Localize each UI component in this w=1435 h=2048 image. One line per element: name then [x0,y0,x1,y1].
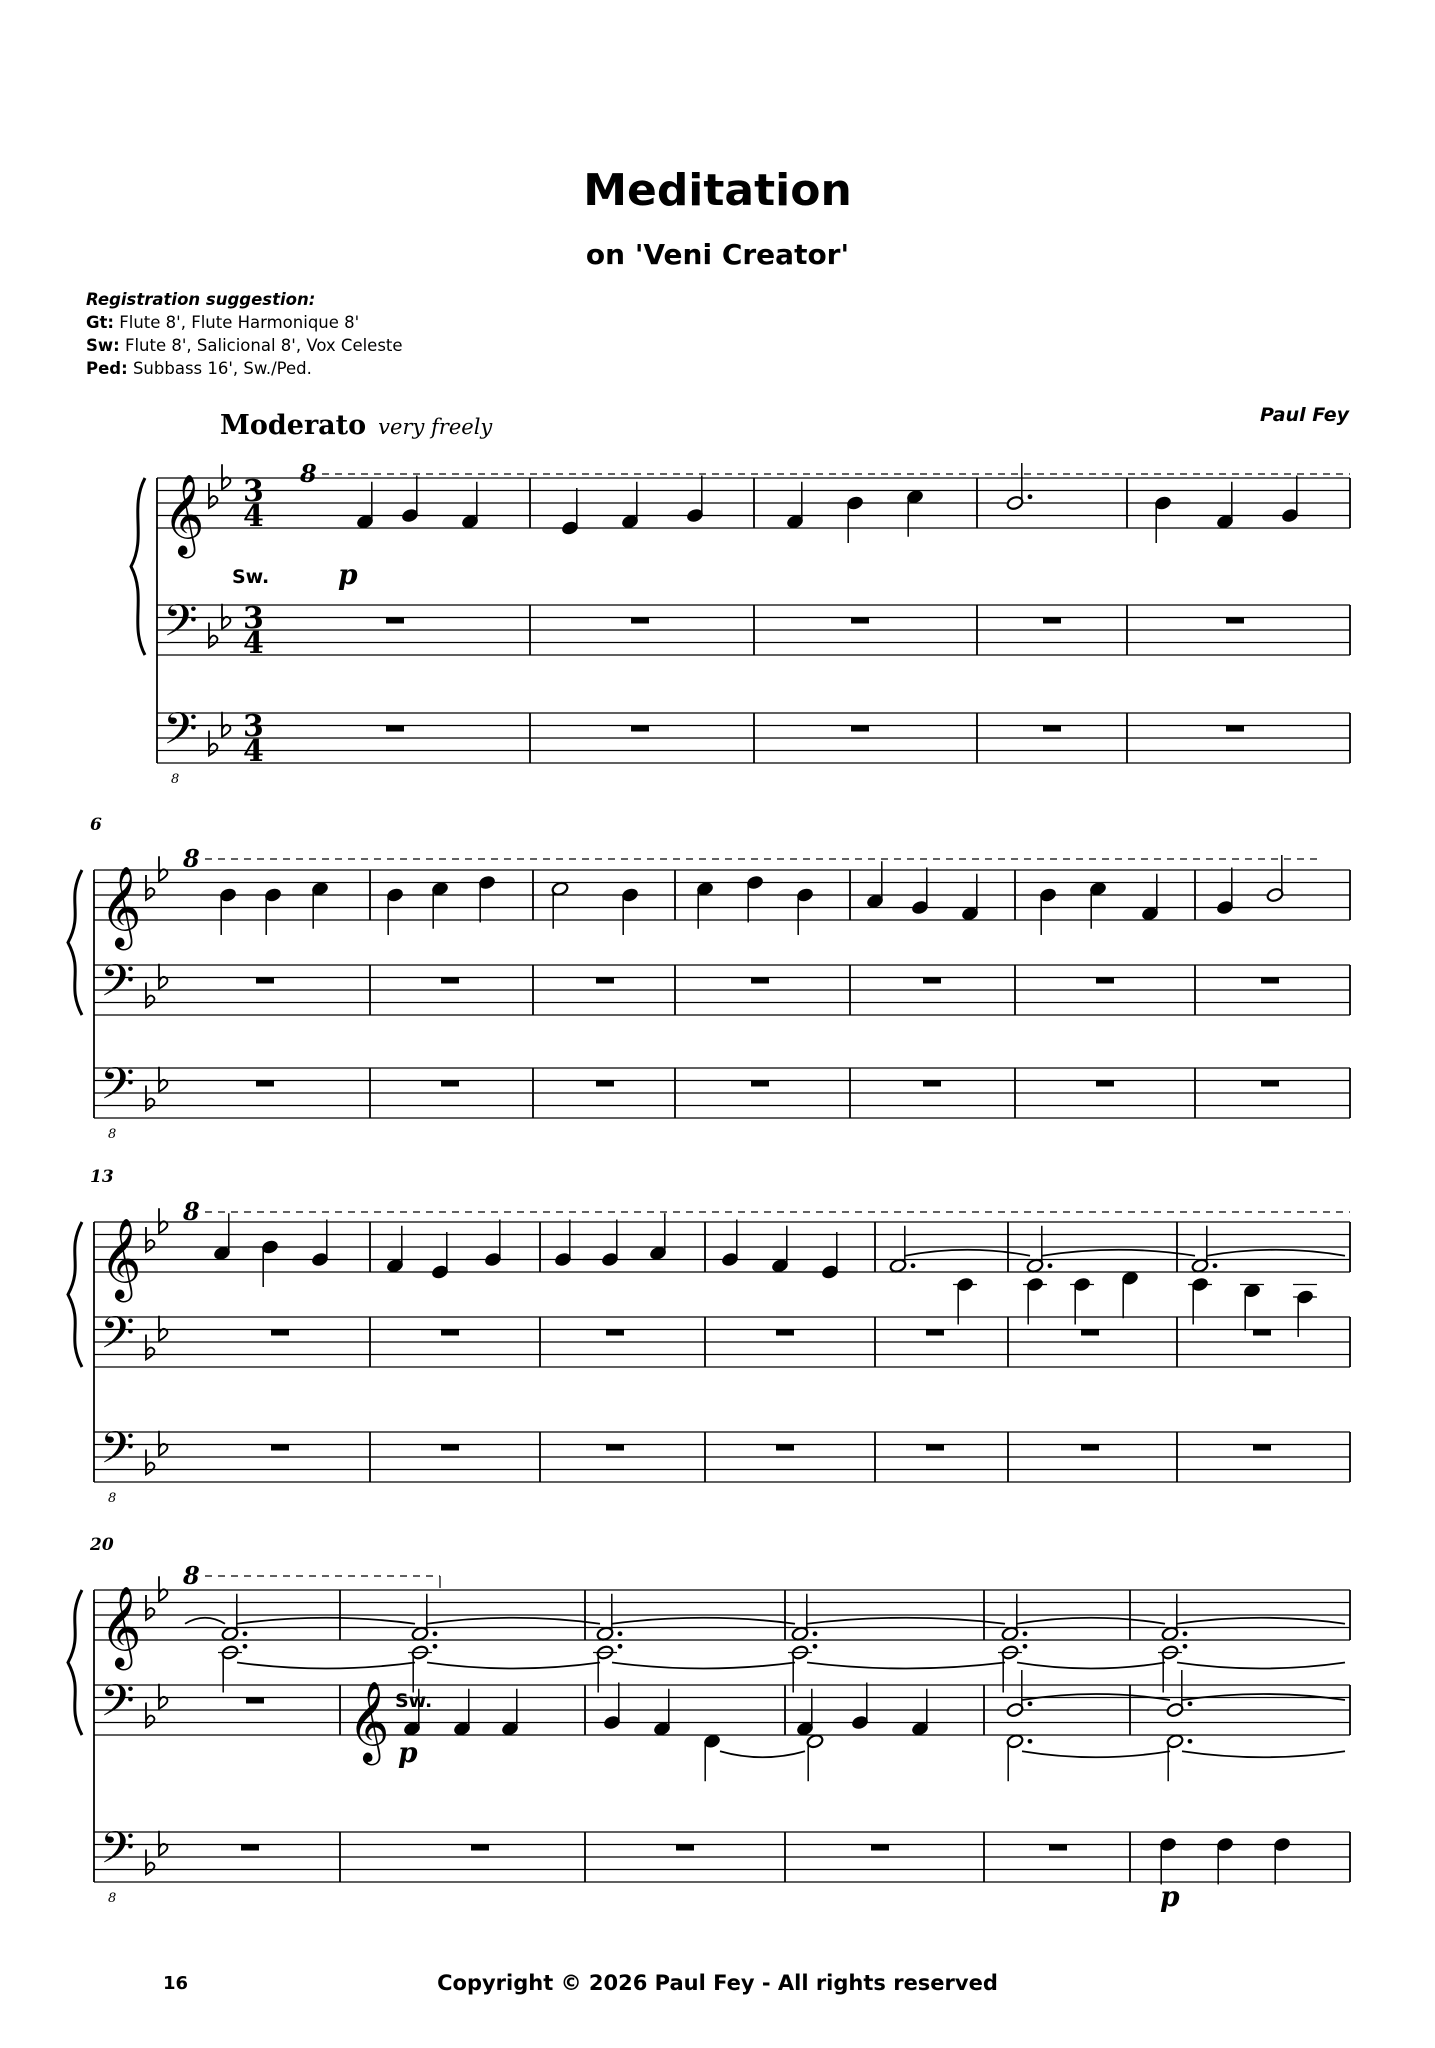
flat-sign [146,1703,154,1728]
tie [1017,1663,1165,1669]
whole-rest [751,1081,769,1087]
time-signature-top: 3 [243,474,264,509]
whole-rest [851,726,869,732]
quarter-note [746,875,764,923]
tie [427,1663,600,1669]
whole-rest [923,1081,941,1087]
registration-text: Flute 8', Flute Harmonique 8' [114,313,360,332]
quarter-note [851,1683,869,1731]
tie [807,1663,1005,1669]
quarter-note [686,476,704,524]
flat-sign [159,1684,167,1709]
quarter-note [911,1689,929,1737]
whole-rest [1043,726,1061,732]
tie [905,1250,1030,1256]
whole-rest [1096,1081,1114,1087]
flat-sign [146,1086,154,1111]
registration-text: Subbass 16', Sw./Ped. [127,359,312,378]
dynamic-piano: p [398,1736,418,1769]
quarter-note [603,1683,621,1731]
whole-rest [1261,1081,1279,1087]
flat-sign [146,1227,154,1252]
registration-text: Flute 8', Salicional 8', Vox Celeste [119,336,403,355]
quarter-note [771,1226,789,1274]
flat-sign [146,875,154,900]
augmentation-dot [1028,494,1033,499]
flat-sign [222,712,230,737]
bass-clef: 𝄢 [163,702,198,766]
clef-octave-mark: 8 [108,1891,117,1906]
tie [720,1751,805,1757]
quarter-note [653,1689,671,1737]
piece-title: Meditation [583,165,852,216]
brace [68,1590,82,1735]
augmentation-dot [1183,1631,1188,1636]
quarter-note [796,887,814,935]
tempo-word: Moderato [220,410,367,441]
staff [94,1685,1350,1735]
half-note [551,881,569,929]
flat-sign [222,464,230,489]
registration-label: Gt: [86,313,115,332]
bass-clef: 𝄢 [100,1674,135,1738]
flat-sign [146,1450,154,1475]
bass-clef: 𝄢 [100,1057,135,1121]
tie [237,1618,415,1624]
whole-rest [256,1081,274,1087]
flat-sign [146,983,154,1008]
ottava-mark: 8 [183,1197,200,1226]
time-signature-top: 3 [243,709,264,744]
composer-name: Paul Fey [1260,404,1349,426]
quarter-note [311,881,329,929]
whole-rest [606,1330,624,1336]
augmentation-dot [1023,1631,1028,1636]
quarter-note [561,488,579,536]
flat-sign [209,731,217,756]
bass-clef: 𝄢 [100,1821,135,1885]
quarter-note [264,887,282,935]
quarter-note [219,887,237,935]
measure-number: 20 [90,1535,114,1555]
whole-rest [926,1445,944,1451]
whole-rest [271,1330,289,1336]
whole-rest [606,1445,624,1451]
bass-clef: 𝄢 [100,1306,135,1370]
quarter-note [1039,887,1057,935]
flat-sign [159,1831,167,1856]
dotted-half-note [1001,1594,1027,1642]
quarter-note [431,1232,449,1280]
brace [68,1222,82,1367]
quarter-note [649,1213,667,1261]
piece-subtitle: on 'Veni Creator' [585,238,850,271]
flat-sign [146,1335,154,1360]
whole-rest [776,1445,794,1451]
flat-sign [159,856,167,881]
time-signature-top: 3 [243,601,264,636]
dotted-half-note [1166,1733,1192,1781]
quarter-note [696,881,714,929]
whole-rest [441,1445,459,1451]
measure-number: 6 [90,815,102,835]
dotted-half-note [596,1594,622,1642]
augmentation-dot [433,1631,438,1636]
quarter-note [1216,1837,1234,1885]
flat-sign [159,1208,167,1233]
whole-rest [271,1445,289,1451]
quarter-note [866,861,884,909]
whole-rest [441,1081,459,1087]
quarter-note [1273,1837,1291,1885]
quarter-note [906,489,924,537]
quarter-note [356,482,374,530]
augmentation-dot [911,1263,916,1268]
quarter-note [386,887,404,935]
clef-octave-mark: 8 [171,772,180,787]
augmentation-dot [618,1644,623,1649]
augmentation-dot [433,1644,438,1649]
dynamic-piano: p [338,558,358,591]
staff [94,1590,1350,1640]
bass-clef: 𝄢 [100,954,135,1018]
whole-rest [776,1330,794,1336]
quarter-note [431,881,449,929]
bass-clef: 𝄢 [100,1421,135,1485]
whole-rest [851,618,869,624]
whole-rest [386,726,404,732]
augmentation-dot [813,1631,818,1636]
quarter-note [261,1239,279,1287]
quarter-note [703,1733,721,1781]
time-signature-bottom: 4 [243,626,264,661]
tempo-expression: very freely [378,415,493,439]
page-number: 16 [163,1973,189,1994]
whole-rest [441,978,459,984]
dotted-half-note [1161,1594,1187,1642]
clef-octave-mark: 8 [108,1127,117,1142]
quarter-note [1216,482,1234,530]
flat-sign [159,964,167,989]
whole-rest [1253,1330,1271,1336]
tie [1022,1751,1170,1757]
quarter-note [1154,495,1172,543]
quarter-note [1216,868,1234,916]
quarter-note [386,1226,404,1274]
whole-rest [1081,1330,1099,1336]
whole-rest [1226,726,1244,732]
dotted-half-note [1026,1226,1052,1274]
quarter-note [621,887,639,935]
treble-clef: 𝄞 [348,1680,390,1762]
bass-clef: 𝄢 [163,594,198,658]
brace [68,870,82,1015]
tie [1177,1618,1345,1624]
augmentation-dot [618,1631,623,1636]
augmentation-dot [1188,1701,1193,1706]
quarter-note [478,875,496,923]
flat-sign [209,483,217,508]
flat-sign [159,1431,167,1456]
time-signature-bottom: 4 [243,734,264,769]
dotted-half-note [1006,1670,1032,1718]
quarter-note [846,495,864,543]
time-signature-bottom: 4 [243,499,264,534]
flat-sign [146,1595,154,1620]
flat-sign [159,1576,167,1601]
flat-sign [159,1067,167,1092]
half-note [1266,855,1284,903]
staff [94,965,1350,1015]
staff [94,1222,1350,1272]
whole-rest [923,978,941,984]
whole-rest [596,978,614,984]
quarter-note [453,1689,471,1737]
clef-octave-mark: 8 [108,1491,117,1506]
treble-clef: 𝄞 [100,1585,142,1667]
whole-rest [596,1081,614,1087]
tie [612,1663,795,1669]
tie [1182,1751,1345,1757]
whole-rest [676,1845,694,1851]
flat-sign [159,1316,167,1341]
quarter-note [721,1220,739,1268]
manual-mark-swell: Sw. [232,566,270,588]
whole-rest [471,1845,489,1851]
tie [612,1618,795,1624]
quarter-note [601,1220,619,1268]
flat-sign [222,604,230,629]
augmentation-dot [1028,1701,1033,1706]
whole-rest [1043,618,1061,624]
quarter-note [213,1213,231,1261]
whole-rest [386,618,404,624]
augmentation-dot [1213,1263,1218,1268]
quarter-note [1281,476,1299,524]
whole-rest [441,1330,459,1336]
whole-rest [751,978,769,984]
whole-rest [1261,978,1279,984]
treble-clef: 𝄞 [163,473,205,555]
quarter-note [501,1689,519,1737]
measure-number: 13 [90,1167,114,1187]
manual-mark-swell: Sw. [395,1690,433,1712]
quarter-note [484,1220,502,1268]
whole-rest [926,1330,944,1336]
quarter-note [1159,1837,1177,1885]
tie [1207,1250,1345,1256]
whole-rest [631,618,649,624]
copyright-notice: Copyright © 2026 Paul Fey - All rights reserved [437,1971,998,1995]
staff [94,870,1350,920]
half-note [806,1733,824,1781]
augmentation-dot [1183,1644,1188,1649]
quarter-note [821,1232,839,1280]
dotted-half-note [1006,1733,1032,1781]
augmentation-dot [1048,1263,1053,1268]
dotted-half-note [889,1226,915,1274]
ottava-mark: 8 [300,459,317,488]
whole-rest [241,1845,259,1851]
quarter-note [911,868,929,916]
whole-rest [1081,1445,1099,1451]
staff [94,1317,1350,1367]
quarter-note [621,482,639,530]
quarter-note [1089,881,1107,929]
tie [1017,1618,1165,1624]
quarter-note [961,874,979,922]
brace [131,478,145,655]
quarter-note [554,1220,572,1268]
augmentation-dot [243,1644,248,1649]
dotted-half-note [791,1594,817,1642]
augmentation-dot [1028,1739,1033,1744]
ottava-mark: 8 [183,844,200,873]
augmentation-dot [1023,1644,1028,1649]
tie [237,1663,415,1669]
whole-rest [256,978,274,984]
quarter-note [1240,1283,1264,1331]
quarter-note [1121,1270,1139,1318]
whole-rest [1049,1845,1067,1851]
whole-rest [631,726,649,732]
augmentation-dot [1188,1739,1193,1744]
registration-label: Ped: [86,359,128,378]
quarter-note [796,1689,814,1737]
quarter-note [311,1220,329,1268]
whole-rest [871,1845,889,1851]
whole-rest [1096,978,1114,984]
treble-clef: 𝄞 [100,865,142,947]
registration-heading: Registration suggestion: [86,290,316,309]
ottava-mark: 8 [183,1561,200,1590]
dotted-half-note [411,1594,437,1642]
staff [94,1432,1350,1482]
tie [185,1618,225,1624]
staff [94,1068,1350,1118]
tie [807,1618,1005,1624]
quarter-note [401,476,419,524]
augmentation-dot [243,1631,248,1636]
tie [427,1618,600,1624]
dynamic-piano: p [1160,1880,1180,1913]
dotted-half-note [1006,463,1032,511]
dotted-half-note [1166,1670,1192,1718]
registration-label: Sw: [86,336,120,355]
whole-rest [1253,1445,1271,1451]
tie [1042,1250,1195,1256]
quarter-note [786,482,804,530]
dotted-half-note [1191,1226,1217,1274]
treble-clef: 𝄞 [100,1217,142,1299]
flat-sign [146,1850,154,1875]
augmentation-dot [813,1644,818,1649]
whole-rest [1226,618,1244,624]
quarter-note [1141,874,1159,922]
flat-sign [209,623,217,648]
quarter-note [461,482,479,530]
dotted-half-note [221,1594,247,1642]
tie [1177,1663,1345,1669]
whole-rest [246,1698,264,1704]
